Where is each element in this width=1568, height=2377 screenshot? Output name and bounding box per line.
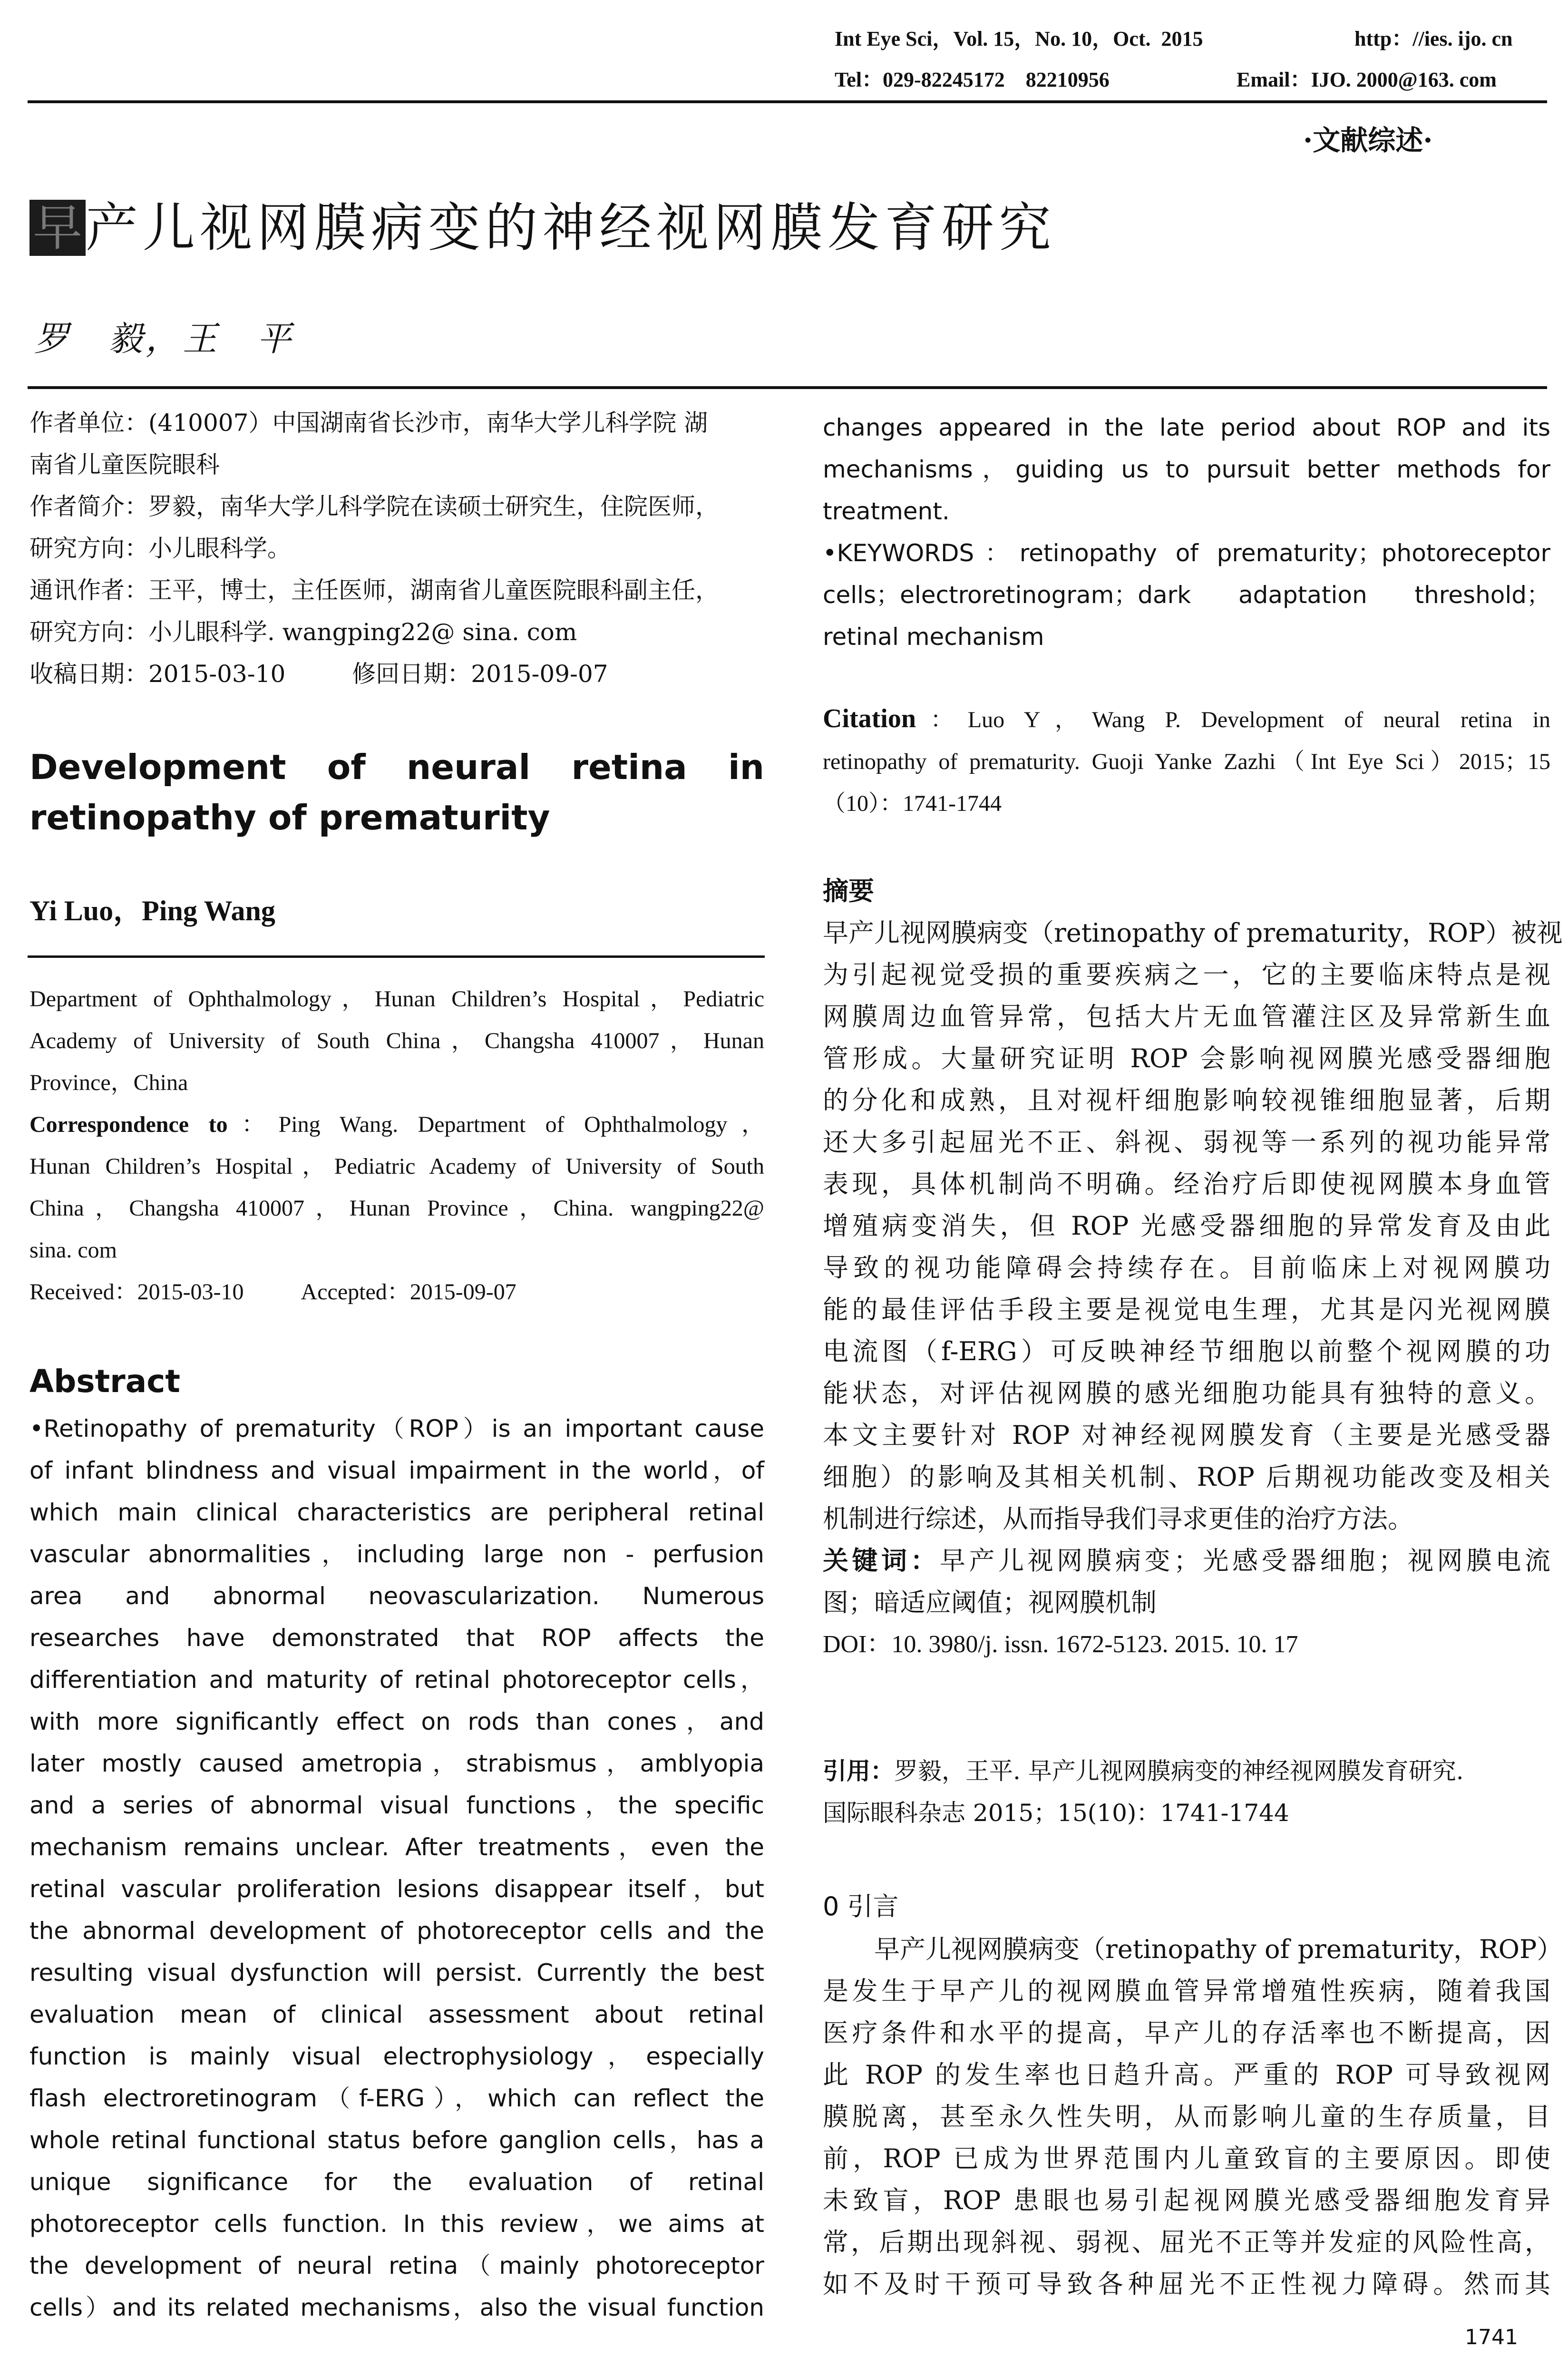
citation-cn: 引用：罗毅，王平. 早产儿视网膜病变的神经视网膜发育研究. 国际眼科杂志 2015；15(10)：1741-1744 xyxy=(823,1757,1464,1827)
page-number: 1741 xyxy=(1465,2325,1518,2349)
abstract-text-cn: 早产儿视网膜病变（retinopathy of prematurity，ROP）被视 为引起视觉受损的重要疾病之一，它的主要临床特点是视 网膜周边血管异常，包括大片无血管灌注区及异常新生血 管形成。大量研究证明 ROP 会影响视网膜光感受器细胞 的分化和成熟，且对视杆细胞影响较视锥细胞显著，后期 还大多引起屈光不正、斜视、弱视等一系列的视功能异常 表现，具体机制尚不明确。经治疗后即使视网膜本身血管 增殖病变消失，但 ROP 光感受器细胞的异常发育及由此 导致的视功能障碍会持续存在。目前临床上对视网膜功 能的最佳评估手段主要是视觉电生理，尤其是闪光视网膜 电流图（f-ERG）可反映神经节细胞以前整个视网膜的功 能状态，对评估视网膜的感光细胞功能具有独特的意义。 本文主要针对 ROP 对神经视网膜发育（主要是光感受器 细胞）的影响及其相关机制、ROP 后期视功能改变及相关 机制进行综述，从而指导我们寻求更佳的治疗方法。 关键词：早产儿视网膜病变；光感受器细胞；视网膜电流 图；暗适应阈值；视网膜机制 DOI：10. 3980/j. issn. 1672-5123. 2015. 10. 17 xyxy=(823,918,1563,1658)
affiliation-rule xyxy=(28,955,765,958)
header-rule xyxy=(28,100,1547,103)
abstract-heading-cn: 摘要 xyxy=(823,876,874,906)
article-title-cn xyxy=(29,197,1056,271)
intro-text: 早产儿视网膜病变（retinopathy of prematurity，ROP） 是发生于早产儿的视网膜血管异常增殖性疾病，随着我国 医疗条件和水平的提高，早产儿的存活率也不断提高，因 此 ROP 的发生率也日趋升高。严重的 ROP 可导致视网 膜脱离，甚至永久性失明，从而影响儿童的生存质量，目 前，ROP 已成为世界范围内儿童致盲的主要原因。即使 未致盲，ROP 患眼也易引起视网膜光感受器细胞发育异 常，后期出现斜视、弱视、屈光不正等并发症的风险性高， 如不及时干预可导致各种屈光不正性视力障碍。然而其 xyxy=(823,1934,1563,2299)
title-text: 产儿视网膜病变的神经视网膜发育研究 xyxy=(86,197,1056,258)
abstract-heading: Abstract xyxy=(29,1363,180,1400)
journal-tel: Tel：029-82245172 82210956 xyxy=(835,68,1110,91)
journal-email: Email：IJO. 2000@163. com xyxy=(1237,68,1497,91)
intro-heading: 0 引言 xyxy=(823,1891,899,1921)
journal-issue: Int Eye Sci，Vol. 15，No. 10，Oct. 2015 xyxy=(835,27,1203,50)
abstract-text: •Retinopathy of prematurity（ROP）is an important cause of infant blindness and visual impairment in the world，of which main clinical characteristics are peripheral retinal vascular abnormalities，including large non - perfusion area and abnormal neovascularization. Numerous researches have demonstrated that ROP affects the differentiation and maturity of retinal photoreceptor cells， with more significantly effect on rods than cones，and later mostly caused ametropia，strabismus，amblyopia and a series of abnormal visual functions，the specific mechanism remains unclear. After treatments，even the retinal vascular proliferation lesions disappear itself，but the abnormal development of photoreceptor cells and the resulting visual dysfunction will persist. Currently the best evaluation mean of clinical assessment about retinal function is mainly visual electrophysiology，especially flash electroretinogram（f-ERG），which can reflect the whole retinal functional status before ganglion cells，has a unique significance for the evaluation of retinal photoreceptor cells function. In this review，we aims at the development of neural retina（mainly photoreceptor cells）and its related mechanisms，also the visual function xyxy=(29,1415,764,2321)
drop-cap: 早 xyxy=(29,200,86,256)
section-label: ·文献综述· xyxy=(1303,124,1433,156)
authors-rule xyxy=(28,386,1547,389)
authors-en: Yi Luo，Ping Wang xyxy=(29,895,275,926)
article-title-en: Development of neural retina in retinopathy of prematurity xyxy=(29,747,764,838)
author-info-cn: 作者单位：(410007）中国湖南省长沙市，南华大学儿科学院 湖 南省儿童医院眼科 作者简介：罗毅，南华大学儿科学院在读硕士研究生，住院医师， 研究方向：小儿眼科学。 通讯作者：王平，博士，主任医师，湖南省儿童医院眼科副主任， 研究方向：小儿眼科学. wangping22@ sina. com 收稿日期：2015-03-10 修回日期：2015-09-07 xyxy=(29,409,719,688)
authors-cn: 罗 毅，王 平 xyxy=(34,319,294,359)
citation-en: Citation：Luo Y，Wang P. Development of neural retina in retinopathy of prematurity. Guoji Yanke Zazhi（Int Eye Sci）2015；15 （10）：1741-1744 xyxy=(823,704,1550,816)
abstract-text-continued: changes appeared in the late period about ROP and its mechanisms，guiding us to pursuit better methods for treatment. •KEYWORDS：retinopathy of prematurity；photoreceptor cells；electroretinogram；dark adaptation threshold； retinal mechanism xyxy=(823,414,1550,651)
journal-url: http：//ies. ijo. cn xyxy=(1354,27,1513,50)
affiliation-en: Department of Ophthalmology，Hunan Children’s Hospital，Pediatric Academy of University of South China，Changsha 410007，Hunan Province，China Correspondence to：Ping Wang. Department of Ophthalmology， Hunan Children’s Hospital，Pediatric Academy of University of South China，Changsha 410007，Hunan Province，China. wangping22@ sina. com Received：2015-03-10 Accepted：2015-09-07 xyxy=(29,986,764,1305)
